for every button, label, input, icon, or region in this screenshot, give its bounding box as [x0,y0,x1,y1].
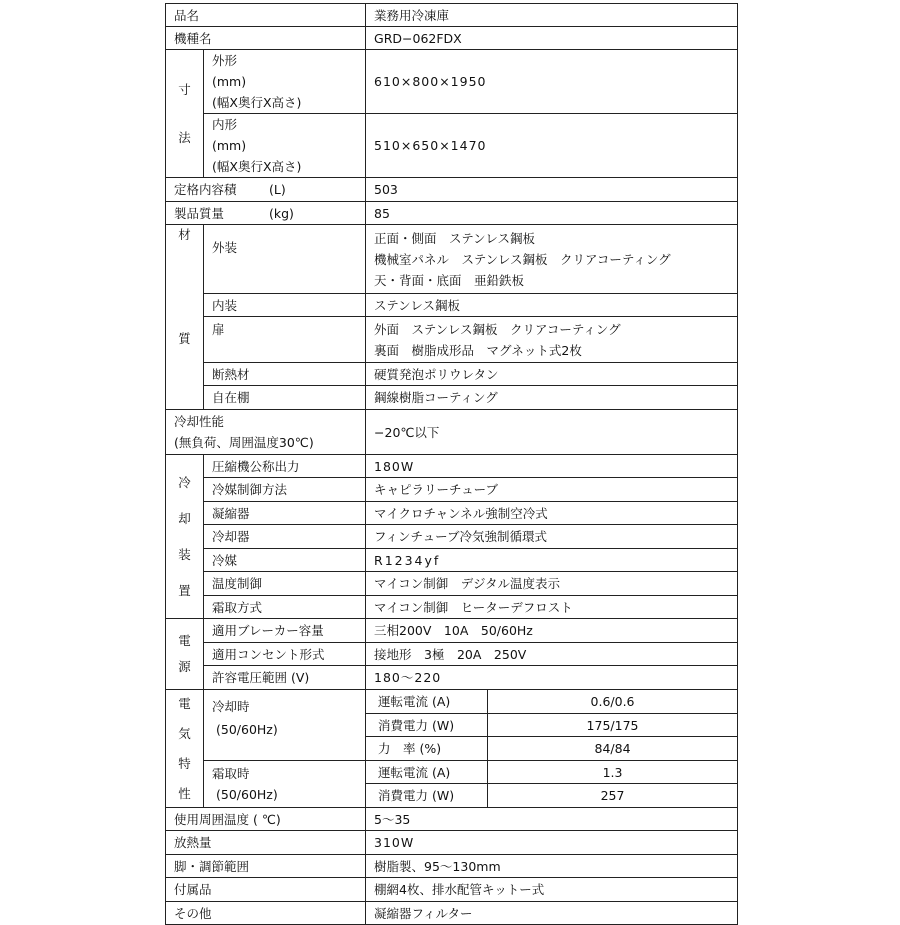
cooling-perf-sub: (無負荷、周囲温度30℃) [174,435,314,450]
exterior-label: 外装 [204,225,366,294]
cooling-pf-value: 84/84 [488,737,738,761]
interior-value: ステンレス鋼板 [366,294,738,317]
cooling-device-group-char: 置 [178,582,191,598]
temp-control-value: マイコン制御 デジタル温度表示 [366,572,738,596]
material-group-char: 材 [178,227,191,242]
electrical-group-char: 性 [178,785,191,801]
cooling-perf-label [166,410,366,455]
outer-dims-name: 外形 [212,53,238,68]
breaker-value: 三相200V 10A 50/60Hz [366,619,738,643]
shelf-label: 自在棚 [204,386,366,410]
defrost-mode-label [204,761,366,808]
dims-group-label [166,50,204,178]
table-row [166,619,738,643]
cooling-perf-name: 冷却性能 [174,414,225,429]
spec-table [165,3,738,925]
cooling-device-group-label [166,455,204,619]
table-row [166,50,738,114]
cooling-device-group-char: 却 [178,510,191,526]
power-group-char: 電 [178,633,191,648]
voltage-range-label: 許容電圧範囲 (V) [204,666,366,690]
table-row [166,902,738,925]
insulation-label: 断熱材 [204,363,366,386]
table-row [166,27,738,50]
table-row [166,549,738,572]
weight-value: 85 [366,202,738,225]
other-value: 凝縮器フィルター [366,902,738,925]
weight-unit: (kg) [269,205,294,221]
electrical-group-char: 気 [178,725,191,741]
door-label: 扉 [204,317,366,363]
shelf-value: 鋼線樹脂コーティング [366,386,738,410]
legs-value: 樹脂製、95〜130mm [366,855,738,878]
defrost-mode-sub: (50/60Hz) [216,787,278,802]
outer-dims-unit: (mm) [212,74,247,89]
table-row [166,363,738,386]
table-row [166,666,738,690]
defrost-method-value: マイコン制御 ヒーターデフロスト [366,596,738,619]
cooling-mode-name: 冷却時 [212,699,250,714]
cooling-device-group-char: 冷 [178,474,191,490]
table-row [166,294,738,317]
capacity-label [166,178,366,202]
voltage-range-value: 180〜220 [366,666,738,690]
table-row [166,690,738,714]
legs-label: 脚・調節範囲 [166,855,366,878]
outer-dims-label [204,50,366,114]
table-row [166,761,738,784]
name-label: 品名 [166,4,366,27]
capacity-unit: (L) [269,182,286,197]
exterior-line: 正面・側面 ステンレス鋼板 [374,230,535,246]
defrost-power-value: 257 [488,784,738,808]
table-row [166,596,738,619]
table-row [166,643,738,666]
accessories-value: 棚網4枚、排水配管キットー式 [366,878,738,902]
power-group-char: 源 [178,659,191,674]
door-value [366,317,738,363]
temp-control-label: 温度制御 [204,572,366,596]
cooling-current-label: 運転電流 (A) [366,690,488,714]
cooling-power-label: 消費電力 (W) [366,714,488,737]
cooling-perf-value: −20℃以下 [366,410,738,455]
table-row [166,386,738,410]
table-row [166,525,738,549]
electrical-group-char: 電 [178,695,191,711]
table-row [166,855,738,878]
table-row [166,572,738,596]
insulation-value: 硬質発泡ポリウレタン [366,363,738,386]
door-line: 裏面 樹脂成形品 マグネット式2枚 [374,342,582,358]
cooling-pf-label: 力 率 (%) [366,737,488,761]
weight-label [166,202,366,225]
inner-dims-value: 510×650×1470 [366,114,738,178]
condenser-label: 凝縮器 [204,502,366,525]
refrigerant-control-value: キャピラリーチューブ [366,478,738,502]
heat-value: 310W [366,831,738,855]
inner-dims-label [204,114,366,178]
table-row [166,114,738,178]
cooling-mode-sub: (50/60Hz) [216,722,278,737]
table-row [166,178,738,202]
material-group-char: 質 [178,331,191,346]
refrigerant-value: R1234yf [366,549,738,572]
refrigerant-label: 冷媒 [204,549,366,572]
capacity-name: 定格内容積 [174,182,237,197]
inner-dims-name: 内形 [212,117,238,132]
electrical-group-char: 特 [178,755,191,771]
defrost-current-label: 運転電流 (A) [366,761,488,784]
table-row [166,202,738,225]
table-row [166,808,738,831]
table-row [166,478,738,502]
defrost-mode-name: 霜取時 [212,766,250,781]
other-label: その他 [166,902,366,925]
cooling-mode-label [204,690,366,761]
accessories-label: 付属品 [166,878,366,902]
outlet-label: 適用コンセント形式 [204,643,366,666]
door-line: 外面 ステンレス鋼板 クリアコーティング [374,321,621,337]
cooling-device-group-char: 装 [178,546,191,562]
cooling-power-value: 175/175 [488,714,738,737]
compressor-label: 圧縮機公称出力 [204,455,366,478]
table-row [166,410,738,455]
outlet-value: 接地形 3極 20A 250V [366,643,738,666]
breaker-label: 適用ブレーカー容量 [204,619,366,643]
compressor-value: 180W [366,455,738,478]
table-row [166,502,738,525]
ambient-value: 5〜35 [366,808,738,831]
table-row [166,831,738,855]
heat-label: 放熱量 [166,831,366,855]
defrost-power-label: 消費電力 (W) [366,784,488,808]
exterior-line: 天・背面・底面 亜鉛鉄板 [374,272,525,288]
evaporator-value: フィンチューブ冷気強制循環式 [366,525,738,549]
table-row [166,455,738,478]
exterior-line: 機械室パネル ステンレス鋼板 クリアコーティング [374,251,671,267]
table-row [166,878,738,902]
evaporator-label: 冷却器 [204,525,366,549]
exterior-value [366,225,738,294]
table-row [166,4,738,27]
refrigerant-control-label: 冷媒制御方法 [204,478,366,502]
capacity-value: 503 [366,178,738,202]
electrical-group-label [166,690,204,808]
ambient-label: 使用周囲温度 ( ℃) [166,808,366,831]
cooling-current-value: 0.6/0.6 [488,690,738,714]
model-value: GRD−062FDX [366,27,738,50]
interior-label: 内装 [204,294,366,317]
model-label: 機種名 [166,27,366,50]
dims-group-char: 寸 [178,81,191,97]
table-row [166,317,738,363]
outer-dims-sub: (幅X奥行X高さ) [212,95,302,110]
condenser-value: マイクロチャンネル強制空冷式 [366,502,738,525]
dims-group-char: 法 [178,129,191,145]
table-row [166,225,738,294]
defrost-current-value: 1.3 [488,761,738,784]
power-group-label [166,619,204,690]
weight-name: 製品質量 [174,205,225,221]
inner-dims-sub: (幅X奥行X高さ) [212,159,302,174]
name-value: 業務用冷凍庫 [366,4,738,27]
defrost-method-label: 霜取方式 [204,596,366,619]
material-group-label [166,225,204,410]
inner-dims-unit: (mm) [212,138,247,153]
outer-dims-value: 610×800×1950 [366,50,738,114]
